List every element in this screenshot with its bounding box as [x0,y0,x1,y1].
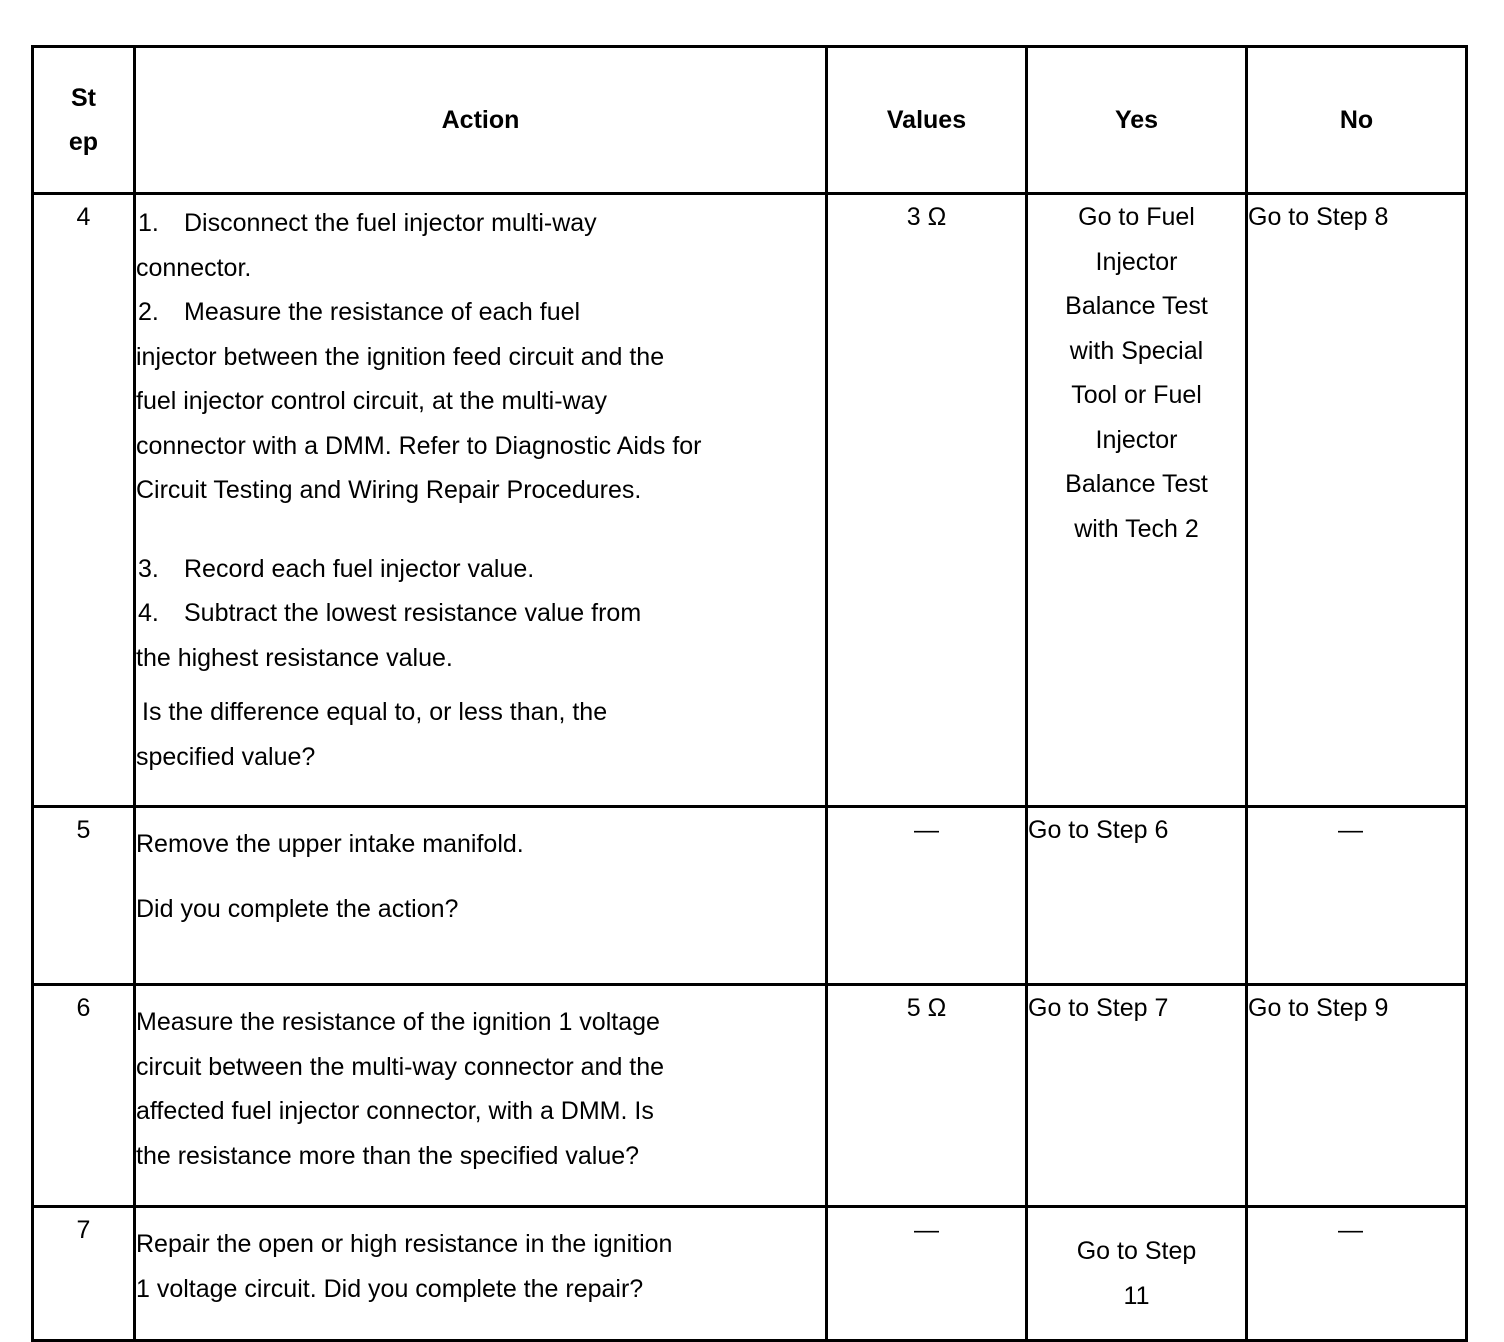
values-cell: 3 Ω [827,194,1027,807]
step-number: 4 [33,194,135,807]
step-number: 7 [33,1207,135,1341]
yes-cell: Go to Step 6 [1027,807,1247,985]
header-step: St ep [33,47,135,194]
no-cell: — [1247,807,1467,985]
action-cell [135,194,827,807]
action-item: 2. Measure the resistance of each fuel injector between the ignition feed circuit and the fuel injector control circuit, at the multi-way connector with a DMM. Refer to Diagnostic Aids for Circuit Testing and Wiring Repair Procedures. [136,298,702,504]
step-number: 5 [33,807,135,985]
no-cell: Go to Step 8 [1247,194,1467,807]
no-cell: — [1247,1207,1467,1341]
yes-cell: Go to Fuel Injector Balance Test with Special Tool or Fuel Injector Balance Test with Tech 2 [1027,194,1247,807]
yes-cell: Go to Step 7 [1027,985,1247,1207]
header-yes: Yes [1027,47,1247,194]
values-cell: 5 Ω [827,985,1027,1207]
table-row [33,807,1467,985]
table-row [33,985,1467,1207]
action-cell: Remove the upper intake manifold. Did you complete the action? [135,807,827,985]
diagnostic-table [31,45,1468,1342]
header-row [33,47,1467,194]
values-cell: — [827,1207,1027,1341]
action-item: 4. Subtract the lowest resistance value from the highest resistance value. [136,599,642,672]
no-cell: Go to Step 9 [1247,985,1467,1207]
action-question: Is the difference equal to, or less than, the specified value? [136,698,608,771]
table-row [33,194,1467,807]
action-item: 1. Disconnect the fuel injector multi-way connector. [136,209,597,282]
table-row [33,1207,1467,1341]
yes-cell: Go to Step 11 [1027,1207,1247,1341]
header-action: Action [135,47,827,194]
action-cell: Measure the resistance of the ignition 1 voltage circuit between the multi-way connector and the affected fuel injector connector, with a DMM. Is the resistance more than the specified value? [135,985,827,1207]
header-values: Values [827,47,1027,194]
values-cell: — [827,807,1027,985]
step-number: 6 [33,985,135,1207]
action-cell: Repair the open or high resistance in the ignition 1 voltage circuit. Did you complete the repair? [135,1207,827,1341]
header-no: No [1247,47,1467,194]
action-item: 3. Record each fuel injector value. [138,554,535,583]
